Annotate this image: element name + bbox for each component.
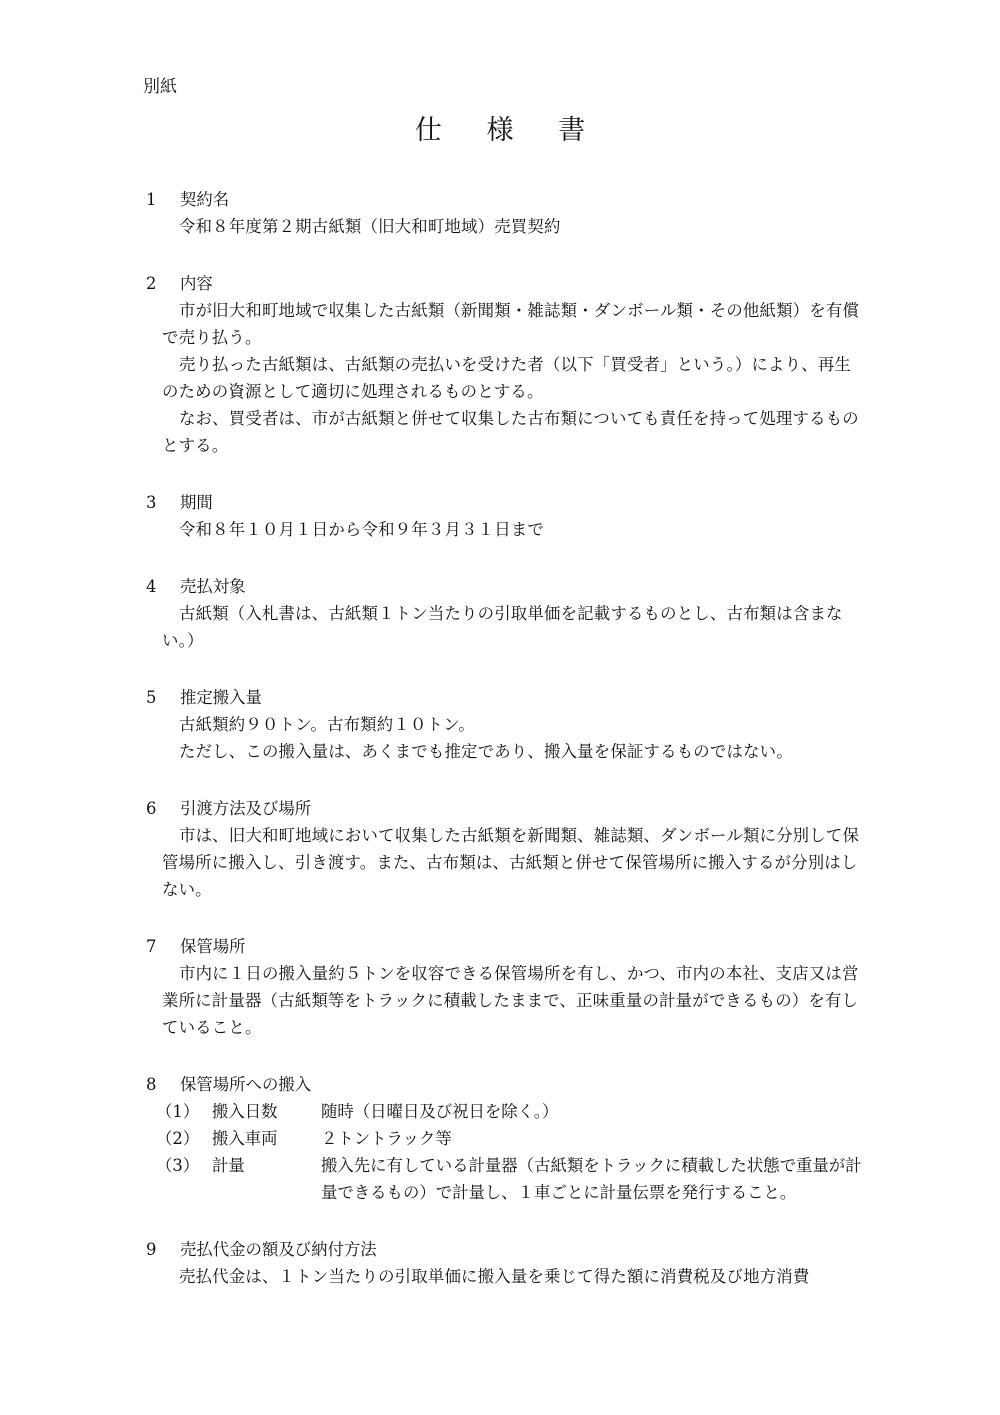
- section-title: 期間: [180, 493, 213, 512]
- document-body: [146, 186, 862, 1320]
- item-value: ２トントラック等: [321, 1129, 452, 1148]
- list-item: [146, 1125, 862, 1152]
- section-heading: [146, 795, 862, 822]
- section-payment: [146, 1236, 862, 1290]
- page-title: 仕 様 書: [414, 115, 604, 146]
- section-number: 1: [146, 190, 157, 209]
- list-item: [146, 1152, 862, 1206]
- section-title: 内容: [180, 274, 213, 293]
- section-heading: [146, 684, 862, 711]
- section-number: 3: [146, 493, 157, 512]
- attachment-label: 別紙: [143, 77, 177, 97]
- item-value: 随時（日曜日及び祝日を除く。）: [321, 1102, 559, 1121]
- section-estimated-volume: [146, 684, 862, 765]
- item-number: （2）: [156, 1129, 200, 1148]
- section-paragraph: 市が旧大和町地域で収集した古紙類（新聞類・雑誌類・ダンボール類・その他紙類）を有償で売り払う。: [162, 301, 860, 347]
- item-label: 搬入日数: [212, 1102, 278, 1121]
- section-number: 9: [146, 1240, 157, 1259]
- section-number: 4: [146, 577, 157, 596]
- section-content: [146, 270, 862, 459]
- item-value: 搬入先に有している計量器（古紙類をトラックに積載した状態で重量が計量できるもの）で計量し、１車ごとに計量伝票を発行すること。: [321, 1156, 862, 1202]
- section-transport: [146, 1071, 862, 1206]
- item-label: 搬入車両: [212, 1129, 278, 1148]
- section-title: 保管場所への搬入: [180, 1075, 312, 1094]
- section-title: 売払対象: [180, 577, 246, 596]
- section-paragraph: 令和８年１０月１日から令和９年３月３１日まで: [179, 520, 544, 539]
- list-item: [146, 1098, 862, 1125]
- section-period: [146, 489, 862, 543]
- section-heading: [146, 933, 862, 960]
- item-number: （1）: [156, 1102, 200, 1121]
- section-paragraph: 令和８年度第２期古紙類（旧大和町地域）売買契約: [179, 217, 561, 236]
- section-number: 7: [146, 937, 157, 956]
- section-heading: [146, 270, 862, 297]
- item-number: （3）: [156, 1156, 200, 1175]
- section-title: 契約名: [180, 190, 230, 209]
- section-title: 推定搬入量: [180, 688, 262, 707]
- transport-items: [146, 1098, 862, 1206]
- section-paragraph: 古紙類約９０トン。古布類約１０トン。: [179, 715, 476, 734]
- item-label: 計量: [212, 1156, 245, 1175]
- section-heading: [146, 1071, 862, 1098]
- section-paragraph: 市内に１日の搬入量約５トンを収容できる保管場所を有し、かつ、市内の本社、支店又は営業所に計量器（古紙類等をトラックに積載したままで、正味重量の計量ができるもの）を有していること。: [162, 964, 859, 1037]
- section-number: 2: [146, 274, 157, 293]
- section-delivery-method: [146, 795, 862, 903]
- section-paragraph: 売払代金は、１トン当たりの引取単価に搬入量を乗じて得た額に消費税及び地方消費: [179, 1267, 810, 1286]
- section-title: 引渡方法及び場所: [180, 799, 312, 818]
- section-paragraph: 古紙類（入札書は、古紙類１トン当たりの引取単価を記載するものとし、古布類は含まない。）: [162, 604, 843, 650]
- section-heading: [146, 573, 862, 600]
- section-title: 売払代金の額及び納付方法: [180, 1240, 377, 1259]
- section-number: 6: [146, 799, 157, 818]
- section-number: 8: [146, 1075, 157, 1094]
- section-contract-name: [146, 186, 862, 240]
- section-paragraph: ただし、この搬入量は、あくまでも推定であり、搬入量を保証するものではない。: [179, 742, 793, 761]
- section-heading: [146, 186, 862, 213]
- section-storage-place: [146, 933, 862, 1041]
- section-number: 5: [146, 688, 157, 707]
- section-heading: [146, 489, 862, 516]
- section-paragraph: 市は、旧大和町地域において収集した古紙類を新聞類、雑誌類、ダンボール類に分別して保管場所に搬入し、引き渡す。また、古布類は、古紙類と併せて保管場所に搬入するが分別はしない。: [162, 826, 860, 899]
- section-paragraph: 売り払った古紙類は、古紙類の売払いを受けた者（以下「買受者」という。）により、再生のための資源として適切に処理されるものとする。: [162, 355, 852, 401]
- section-heading: [146, 1236, 862, 1263]
- section-title: 保管場所: [180, 937, 246, 956]
- section-sale-target: [146, 573, 862, 654]
- section-paragraph: なお、買受者は、市が古紙類と併せて収集した古布類についても責任を持って処理するものとする。: [162, 409, 859, 455]
